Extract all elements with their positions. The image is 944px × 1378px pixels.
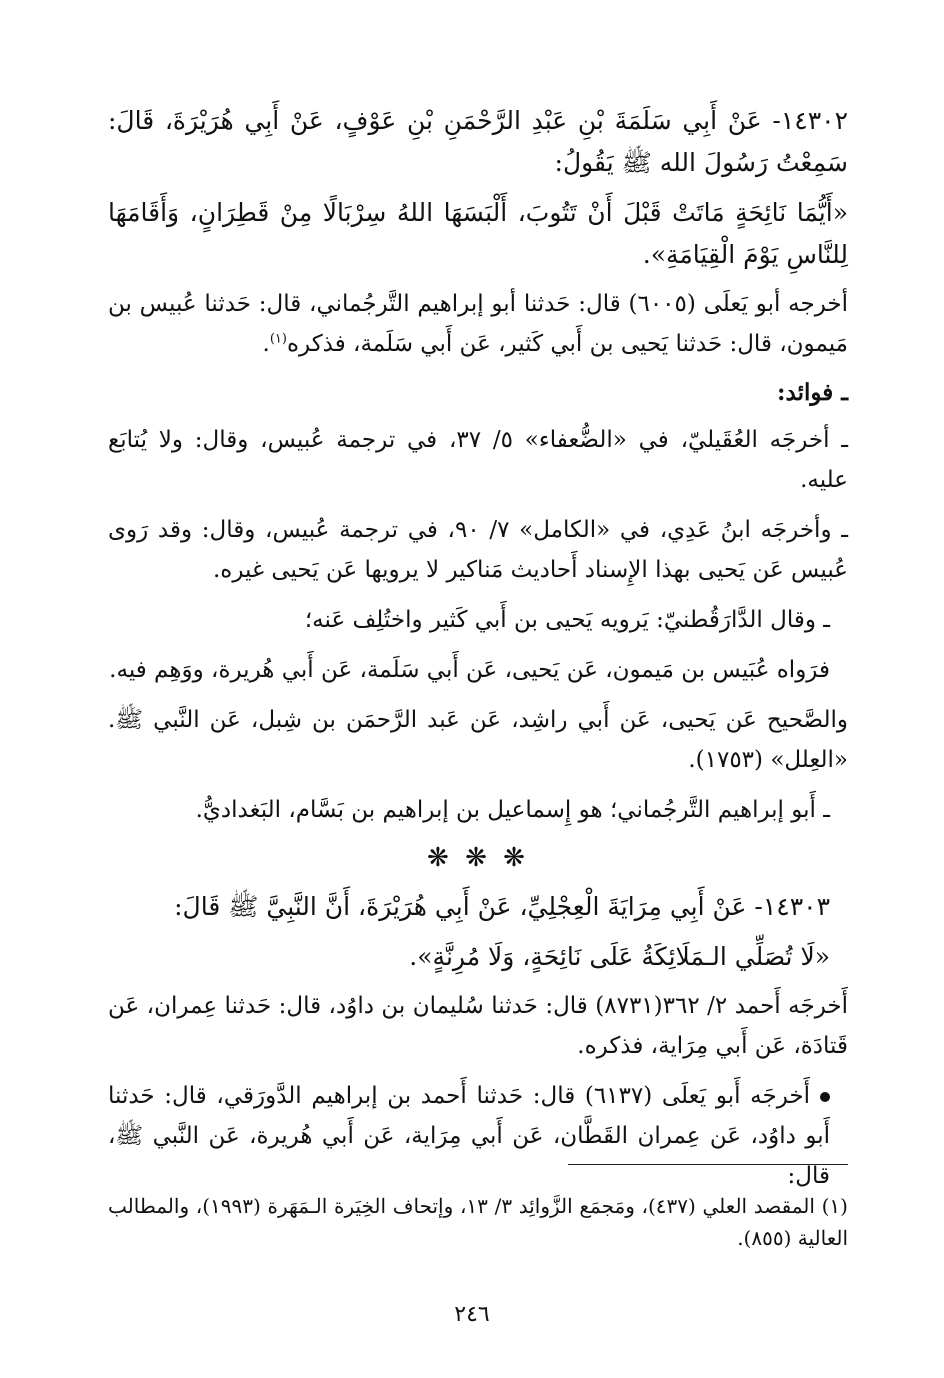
footnote-marker: (١) [269, 331, 287, 347]
hadith-1302-heading: ١٤٣٠٢- عَنْ أَبِي سَلَمَةَ بْنِ عَبْدِ الرَّحْمَنِ بْنِ عَوْفٍ، عَنْ أَبِي هُرَيْرَةَ، قَالَ: سَمِعْتُ رَسُولَ الله ﷺ يَقُولُ: [108, 106, 848, 177]
bullet-icon [820, 1092, 830, 1102]
hadith-1303-takhrij-1: أَخرجَه أَحمد ٢/ ٣٦٢(٨٧٣١) قال: حَدثنا سُليمان بن داوُد، قال: حَدثنا عِمران، عَن قَتادَة، عَن أَبي مِرَاية، فذكره. [108, 993, 848, 1059]
fawaid-item: ـ وقال الدَّارَقُطنيّ: يَرويه يَحيى بن أَبي كَثير واختُلِف عَنه؛ [304, 607, 830, 633]
hadith-1302-matn: «أَيُّمَا نَائِحَةٍ مَاتَتْ قَبْلَ أَنْ تَتُوبَ، أَلْبَسَهَا اللهُ سِرْبَالًا مِنْ قَطِرَانٍ، وَأَقَامَهَا لِلنَّاسِ يَوْمَ الْقِيَامَةِ». [108, 198, 848, 269]
footnote: (١) المقصد العلي (٤٣٧)، ومَجمَع الزَّوائِد ٣/ ١٣، وإتحاف الخِيَرة الـمَهَرة (١٩٩٣)، والمطالب العالية (٨٥٥). [108, 1194, 848, 1250]
hadith-1303-matn: «لَا تُصَلِّي الـمَلَائِكَةُ عَلَى نَائِحَةٍ، وَلَا مُرِنَّةٍ». [409, 942, 830, 971]
fawaid-item: فرَواه عُبَيس بن مَيمون، عَن يَحيى، عَن أَبي سَلَمة، عَن أَبي هُريرة، ووَهِم فيه. [109, 657, 830, 683]
page-body [108, 100, 848, 1206]
page-number: ٢٤٦ [454, 1302, 490, 1327]
footnote-divider [568, 1164, 848, 1165]
hadith-1303-takhrij-2 [108, 1076, 848, 1196]
hadith-1302-takhrij: أخرجه أبو يَعلَى (٦٠٠٥) قال: حَدثنا أبو إبراهيم التَّرجُماني، قال: حَدثنا عُبيس بن مَيمون، قال: حَدثنا يَحيى بن أَبي كَثير، عَن أَبي سَلَمة، فذكره$^{(١)}$. [108, 291, 848, 357]
takhrij-text: أخرجه أبو يَعلَى (٦٠٠٥) قال: حَدثنا أبو إبراهيم التَّرجُماني، قال: حَدثنا عُبيس بن مَيمون، قال: حَدثنا يَحيى بن أَبي كَثير، عَن أَبي سَلَمة، فذكره [108, 291, 848, 357]
fawaid-heading: ـ فوائد: [777, 379, 848, 406]
hadith-1303-heading: ١٤٣٠٣- عَنْ أَبِي مِرَايَةَ الْعِجْلِيِّ، عَنْ أَبِي هُرَيْرَةَ، أَنَّ النَّبِيَّ ﷺ قَالَ: [174, 892, 830, 921]
fawaid-item: والصَّحيح عَن يَحيى، عَن أَبي راشِد، عَن عَبد الرَّحمَن بن شِبل، عَن النَّبي ﷺ. «العِلل» (١٧٥٣). [108, 707, 848, 773]
fawaid-item: ـ أَبو إبراهيم التَّرجُماني؛ هو إِسماعيل بن إبراهيم بن بَسَّام، البَغداديُّ. [195, 797, 830, 823]
fawaid-item: ـ وأخرجَه ابنُ عَدِي، في «الكامل» ٧/ ٩٠، في ترجمة عُبيس، وقال: وقد رَوى عُبيس عَن يَحيى بهذا الإِسناد أَحاديث مَناكير لا يرويها عَن يَحيى غيره. [108, 517, 848, 583]
takhrij-text: أَخرجَه أَبو يَعلَى (٦١٣٧) قال: حَدثنا أَحمد بن إبراهيم الدَّورَقي، قال: حَدثنا أَبو داوُد، عَن عِمران القَطَّان، عَن أَبي مِرَاية، عَن أَبي هُريرة، عَن النَّبي ﷺ، قال: [108, 1083, 830, 1189]
section-separator: ❋ ❋ ❋ [427, 843, 529, 873]
fawaid-item: ـ أخرجَه العُقَيليّ، في «الضُّعفاء» ٥/ ٣٧، في ترجمة عُبيس، وقال: ولا يُتابَع عليه. [108, 427, 849, 493]
